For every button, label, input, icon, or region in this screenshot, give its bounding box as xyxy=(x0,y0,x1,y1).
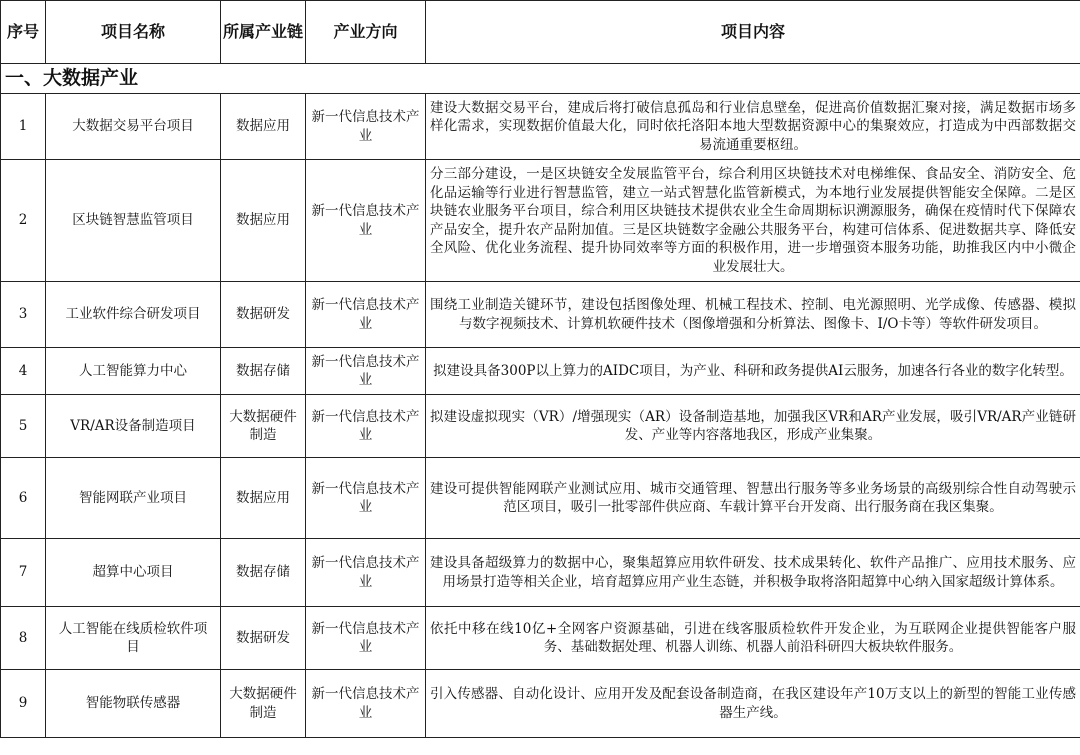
table-row xyxy=(1,348,1080,395)
cell-seq: 8 xyxy=(1,607,46,670)
cell-direction: 新一代信息技术产业 xyxy=(306,607,426,670)
cell-seq: 4 xyxy=(1,348,46,395)
header-name: 项目名称 xyxy=(46,1,221,64)
cell-seq: 5 xyxy=(1,395,46,458)
section-title: 一、大数据产业 xyxy=(1,64,1080,94)
cell-name: 超算中心项目 xyxy=(46,539,221,607)
cell-content: 拟建设具备300P以上算力的AIDC项目，为产业、科研和政务提供AI云服务，加速各行各业的数字化转型。 xyxy=(426,348,1080,395)
cell-direction: 新一代信息技术产业 xyxy=(306,395,426,458)
cell-name: VR/AR设备制造项目 xyxy=(46,395,221,458)
cell-content: 建设具备超级算力的数据中心，聚集超算应用软件研发、技术成果转化、软件产品推广、应用技术服务、应用场景打造等相关企业，培育超算应用产业生态链，并积极争取将洛阳超算中心纳入国家超级计算体系。 xyxy=(426,539,1080,607)
header-content: 项目内容 xyxy=(426,1,1080,64)
cell-direction: 新一代信息技术产业 xyxy=(306,458,426,539)
cell-name: 智能网联产业项目 xyxy=(46,458,221,539)
cell-content: 建设大数据交易平台，建成后将打破信息孤岛和行业信息壁垒，促进高价值数据汇聚对接，满足数据市场多样化需求，实现数据价值最大化，同时依托洛阳本地大型数据资源中心的集聚效应，打造成为中西部数据交易流通重要枢纽。 xyxy=(426,94,1080,160)
cell-content: 拟建设虚拟现实（VR）/增强现实（AR）设备制造基地，加强我区VR和AR产业发展，吸引VR/AR产业链研发、产业等内容落地我区，形成产业集聚。 xyxy=(426,395,1080,458)
table-row xyxy=(1,539,1080,607)
cell-direction: 新一代信息技术产业 xyxy=(306,160,426,282)
cell-chain: 大数据硬件制造 xyxy=(221,670,306,738)
cell-name: 人工智能在线质检软件项目 xyxy=(46,607,221,670)
cell-chain: 大数据硬件制造 xyxy=(221,395,306,458)
cell-content: 依托中移在线10亿+全网客户资源基础，引进在线客服质检软件开发企业，为互联网企业提供智能客户服务、基础数据处理、机器人训练、机器人前沿科研四大板块软件服务。 xyxy=(426,607,1080,670)
header-seq: 序号 xyxy=(1,1,46,64)
cell-content: 围绕工业制造关键环节，建设包括图像处理、机械工程技术、控制、电光源照明、光学成像、传感器、模拟与数字视频技术、计算机软硬件技术（图像增强和分析算法、图像卡、I/O卡等）等软件研发项目。 xyxy=(426,282,1080,348)
header-chain: 所属产业链 xyxy=(221,1,306,64)
table-row xyxy=(1,94,1080,160)
cell-seq: 7 xyxy=(1,539,46,607)
cell-name: 工业软件综合研发项目 xyxy=(46,282,221,348)
cell-chain: 数据存储 xyxy=(221,348,306,395)
cell-seq: 1 xyxy=(1,94,46,160)
cell-name: 区块链智慧监管项目 xyxy=(46,160,221,282)
cell-seq: 3 xyxy=(1,282,46,348)
header-direction: 产业方向 xyxy=(306,1,426,64)
header-row xyxy=(1,1,1080,64)
table-row xyxy=(1,160,1080,282)
table-row xyxy=(1,458,1080,539)
cell-direction: 新一代信息技术产业 xyxy=(306,670,426,738)
cell-direction: 新一代信息技术产业 xyxy=(306,94,426,160)
table-row xyxy=(1,395,1080,458)
cell-content: 分三部分建设，一是区块链安全发展监管平台，综合利用区块链技术对电梯维保、食品安全、消防安全、危化品运输等行业进行智慧监管，建立一站式智慧化监管新模式，为本地行业发展提供智能安全保障。二是区块链农业服务平台项目，综合利用区块链技术提供农业全生命周期标识溯源服务，确保在疫情时代下保障农产品安全，提升农产品附加值。三是区块链数字金融公共服务平台，构建可信体系、促进数据共享、降低安全风险、优化业务流程、提升协同效率等方面的积极作用，进一步增强资本服务功能，助推我区内中小微企业发展壮大。 xyxy=(426,160,1080,282)
cell-chain: 数据应用 xyxy=(221,160,306,282)
cell-chain: 数据存储 xyxy=(221,539,306,607)
table-row xyxy=(1,607,1080,670)
cell-name: 大数据交易平台项目 xyxy=(46,94,221,160)
cell-name: 智能物联传感器 xyxy=(46,670,221,738)
cell-name: 人工智能算力中心 xyxy=(46,348,221,395)
cell-direction: 新一代信息技术产业 xyxy=(306,348,426,395)
cell-chain: 数据研发 xyxy=(221,282,306,348)
cell-direction: 新一代信息技术产业 xyxy=(306,282,426,348)
cell-seq: 2 xyxy=(1,160,46,282)
section-row xyxy=(1,64,1080,94)
cell-content: 引入传感器、自动化设计、应用开发及配套设备制造商，在我区建设年产10万支以上的新型的智能工业传感器生产线。 xyxy=(426,670,1080,738)
table-row xyxy=(1,282,1080,348)
cell-content: 建设可提供智能网联产业测试应用、城市交通管理、智慧出行服务等多业务场景的高级别综合性自动驾驶示范区项目，吸引一批零部件供应商、车载计算平台开发商、出行服务商在我区集聚。 xyxy=(426,458,1080,539)
cell-seq: 9 xyxy=(1,670,46,738)
table-row xyxy=(1,670,1080,738)
cell-chain: 数据应用 xyxy=(221,458,306,539)
cell-seq: 6 xyxy=(1,458,46,539)
cell-chain: 数据应用 xyxy=(221,94,306,160)
cell-direction: 新一代信息技术产业 xyxy=(306,539,426,607)
cell-chain: 数据研发 xyxy=(221,607,306,670)
